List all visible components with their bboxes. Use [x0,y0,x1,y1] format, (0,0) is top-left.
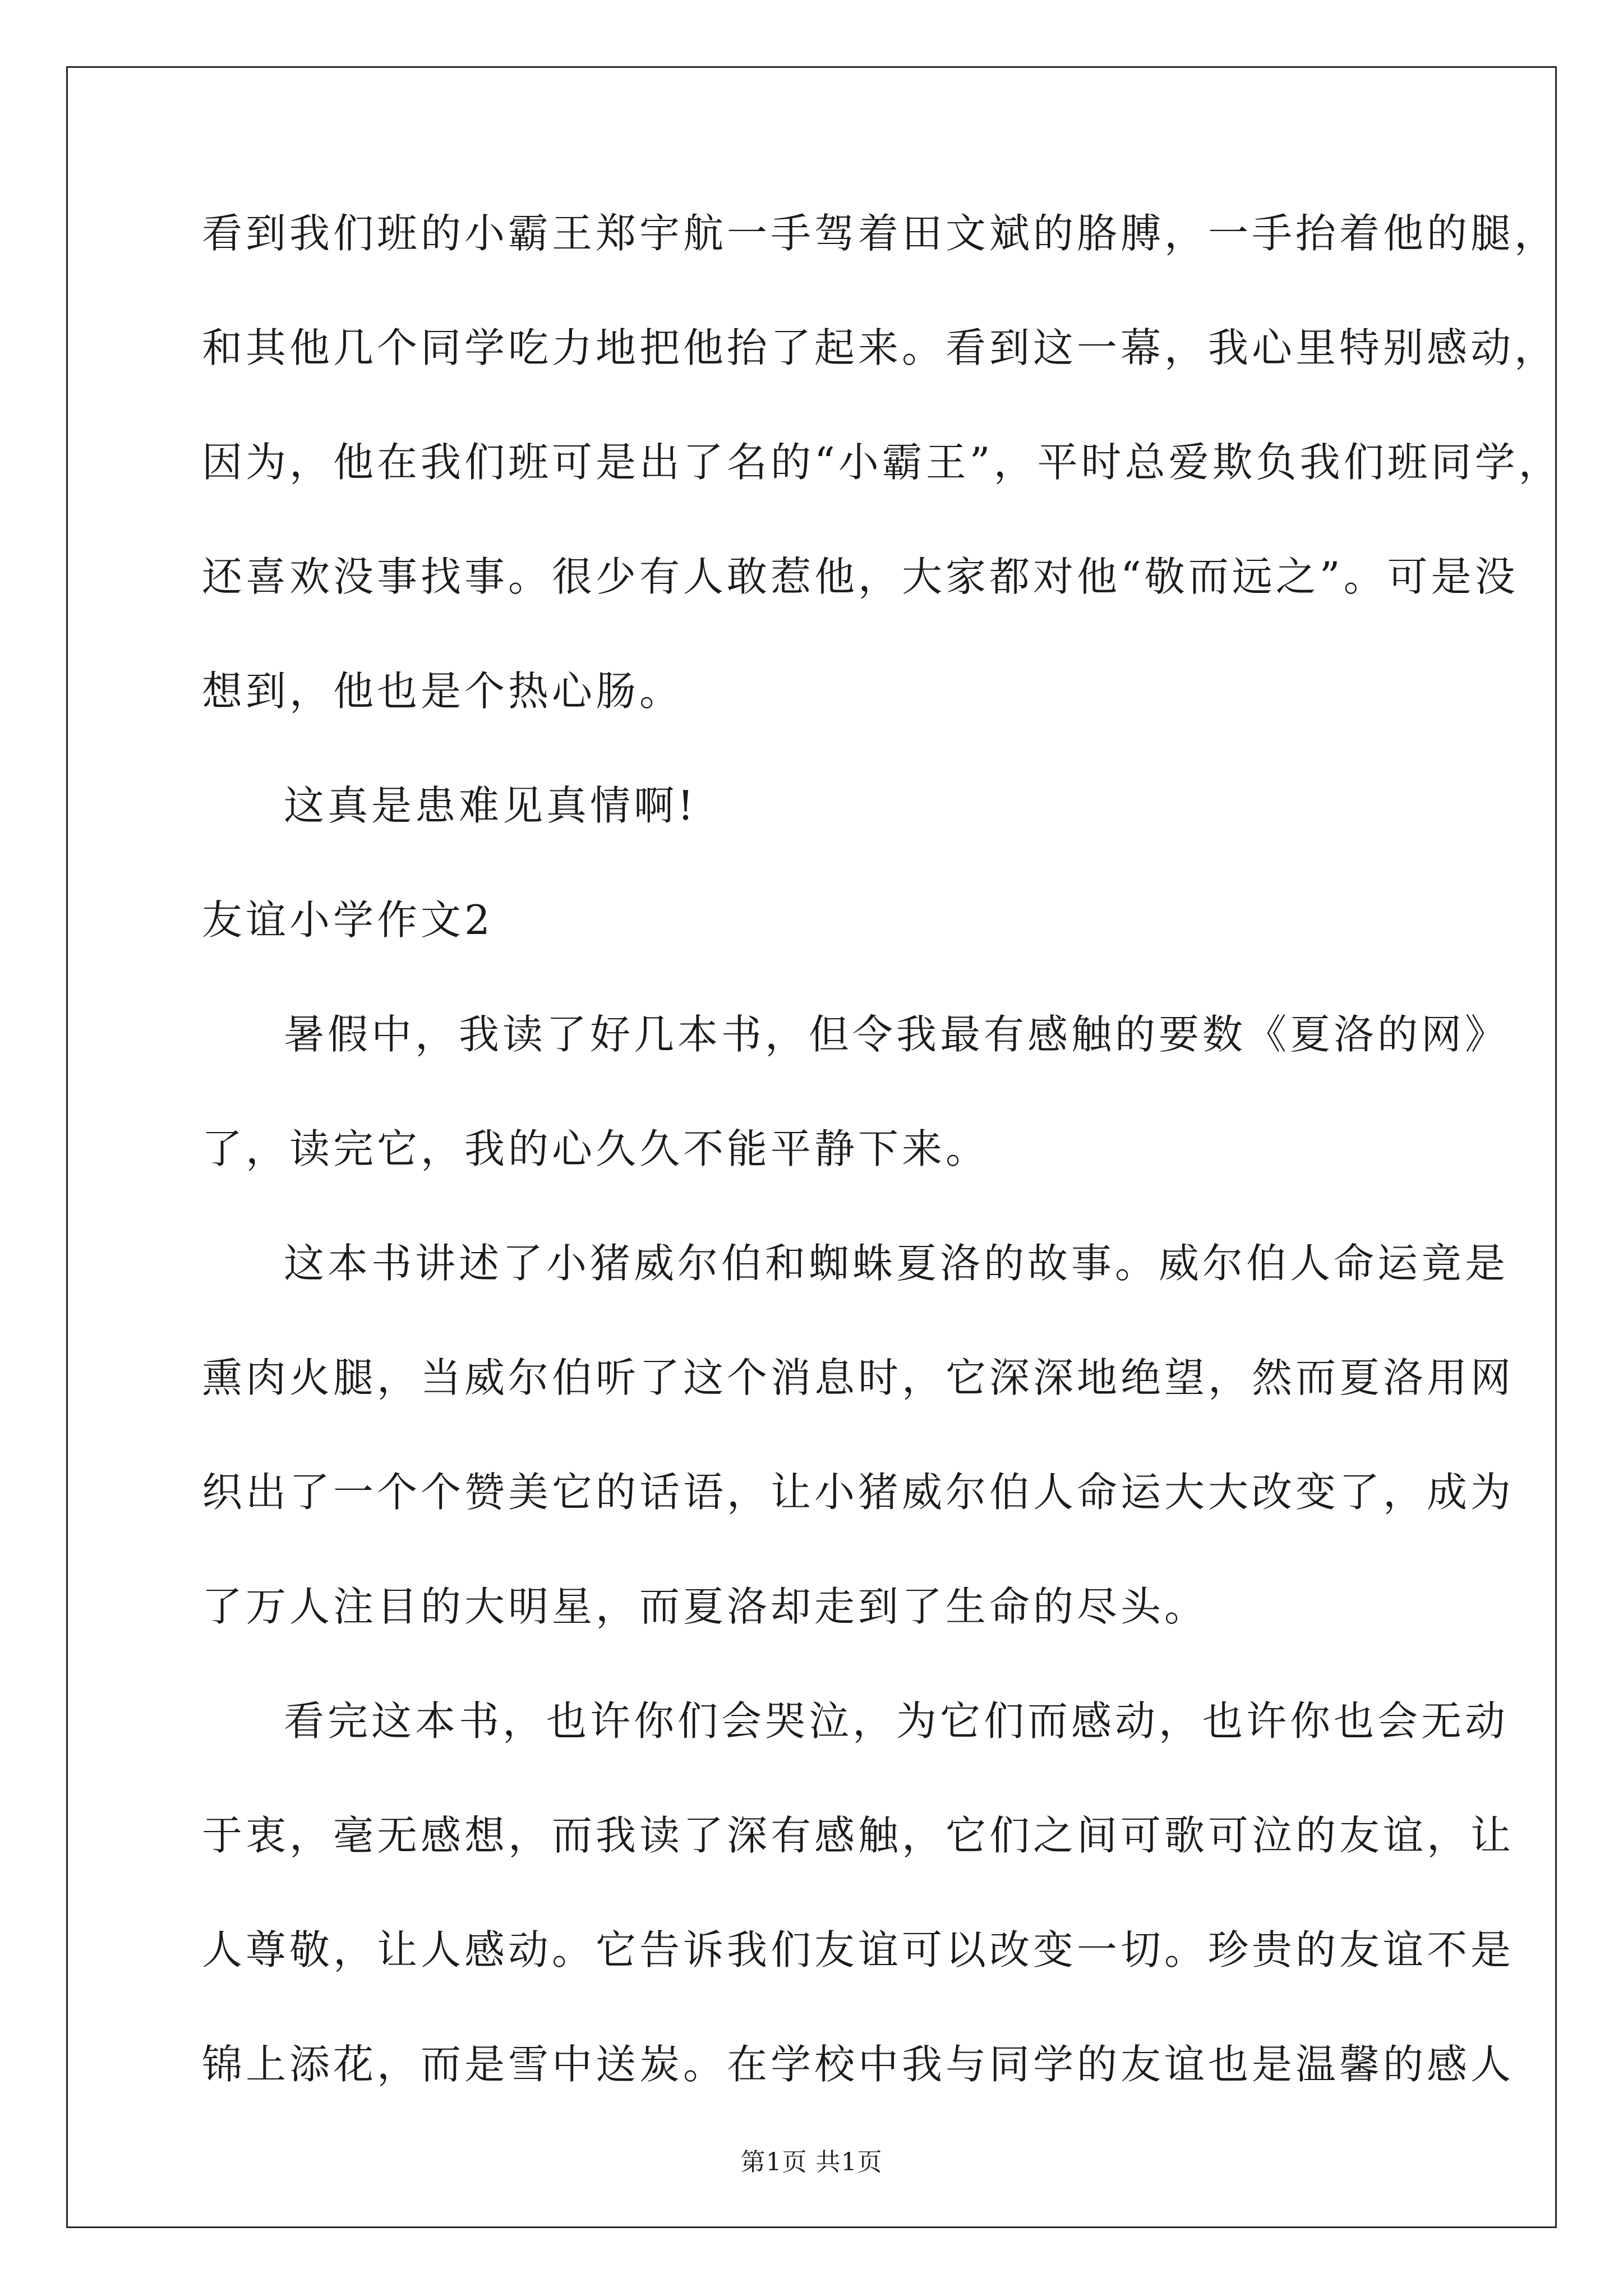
text-line: 和其他几个同学吃力地把他抬了起来。看到这一幕，我心里特别感动， [202,324,1559,371]
text-line: 看到我们班的小霸王郑宇航一手驾着田文斌的胳膊，一手抬着他的腿， [202,210,1559,257]
text-line: 看完这本书，也许你们会哭泣，为它们而感动，也许你也会无动 [284,1697,1509,1745]
text-line: 还喜欢没事找事。很少有人敢惹他，大家都对他“敬而远之”。可是没 [202,553,1519,600]
text-line: 人尊敬，让人感动。它告诉我们友谊可以改变一切。珍贵的友谊不是 [202,1926,1515,1973]
text-line: 锦上添花，而是雪中送炭。在学校中我与同学的友谊也是温馨的感人 [202,2041,1515,2088]
text-line: 因为，他在我们班可是出了名的“小霸王”，平时总爱欺负我们班同学， [202,439,1562,486]
text-line: 熏肉火腿，当威尔伯听了这个消息时，它深深地绝望，然而夏洛用网 [202,1354,1515,1401]
page-number: 第1页 共1页 [740,2148,883,2177]
text-line: 了万人注目的大明星，而夏洛却走到了生命的尽头。 [202,1583,1209,1630]
text-line: 了，读完它，我的心久久不能平静下来。 [202,1125,990,1172]
text-line: 想到，他也是个热心肠。 [202,668,684,715]
section-heading: 友谊小学作文2 [202,896,494,944]
text-line: 暑假中，我读了好几本书，但令我最有感触的要数《夏洛的网》 [284,1011,1509,1058]
text-line: 织出了一个个赞美它的话语，让小猪威尔伯人命运大大改变了，成为 [202,1469,1515,1516]
text-line: 这真是患难见真情啊! [284,782,697,829]
text-line: 这本书讲述了小猪威尔伯和蜘蛛夏洛的故事。威尔伯人命运竟是 [284,1240,1509,1287]
text-line: 于衷，毫无感想，而我读了深有感触，它们之间可歌可泣的友谊，让 [202,1812,1515,1859]
